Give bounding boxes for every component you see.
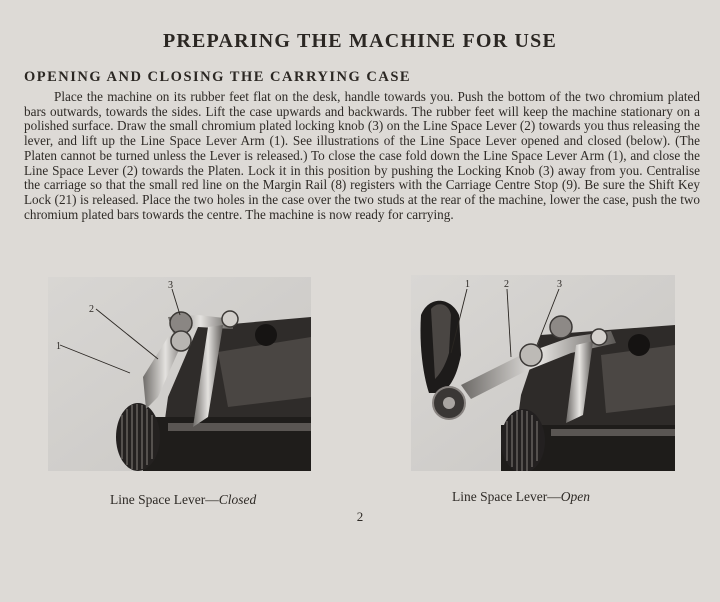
caption-open [452, 489, 590, 505]
label-2: 2 [89, 304, 94, 315]
caption-state: Closed [218, 492, 257, 507]
section-heading: OPENING AND CLOSING THE CARRYING CASE [24, 69, 412, 85]
page-title: PREPARING THE MACHINE FOR USE [162, 30, 558, 52]
caption-text: Line Space Lever— [110, 492, 219, 507]
photo-lever-open [411, 275, 675, 471]
caption-state: Open [560, 489, 590, 504]
label-3: 3 [557, 279, 562, 290]
photo-lever-closed [48, 277, 311, 471]
label-2: 2 [504, 279, 509, 290]
page-number: 2 [356, 509, 364, 524]
label-1: 1 [465, 279, 470, 290]
label-3: 3 [168, 280, 173, 291]
caption-closed [110, 492, 256, 508]
body-paragraph: Place the machine on its rubber feet flat on the desk, handle towards you. Push the bottom of the two chromium plated bars outwards, towards the sides. Lift the case upwards and backwards. The rubber feet will keep the machine stationary on a polished surface. Draw the small chromium plated locking knob (3) on the Line Space Lever (2) towards you thus releasing the lever, and lift up the Line Space Lever Arm (1). See illustrations of the Line Space Lever opened and closed (below). (The Platen cannot be turned unless the Lever is released.) To close the case fold down the Line Space Lever Arm (1), and close the Line Space Lever (2) towards the Platen. Lock it in this position by pushing the Locking Knob (3) away from you. Centralise the carriage so that the small red line on the Margin Rail (8) registers with the Carriage Centre Stop (9). Be sure the Shift Key Lock (21) is released. Place the two holes in the case over the two studs at the rear of the machine, lower the case, push the two chromium plated bars towards the centre. The machine is now ready for carrying. [24, 89, 700, 222]
label-1: 1 [56, 341, 61, 352]
caption-text: Line Space Lever— [452, 489, 561, 504]
